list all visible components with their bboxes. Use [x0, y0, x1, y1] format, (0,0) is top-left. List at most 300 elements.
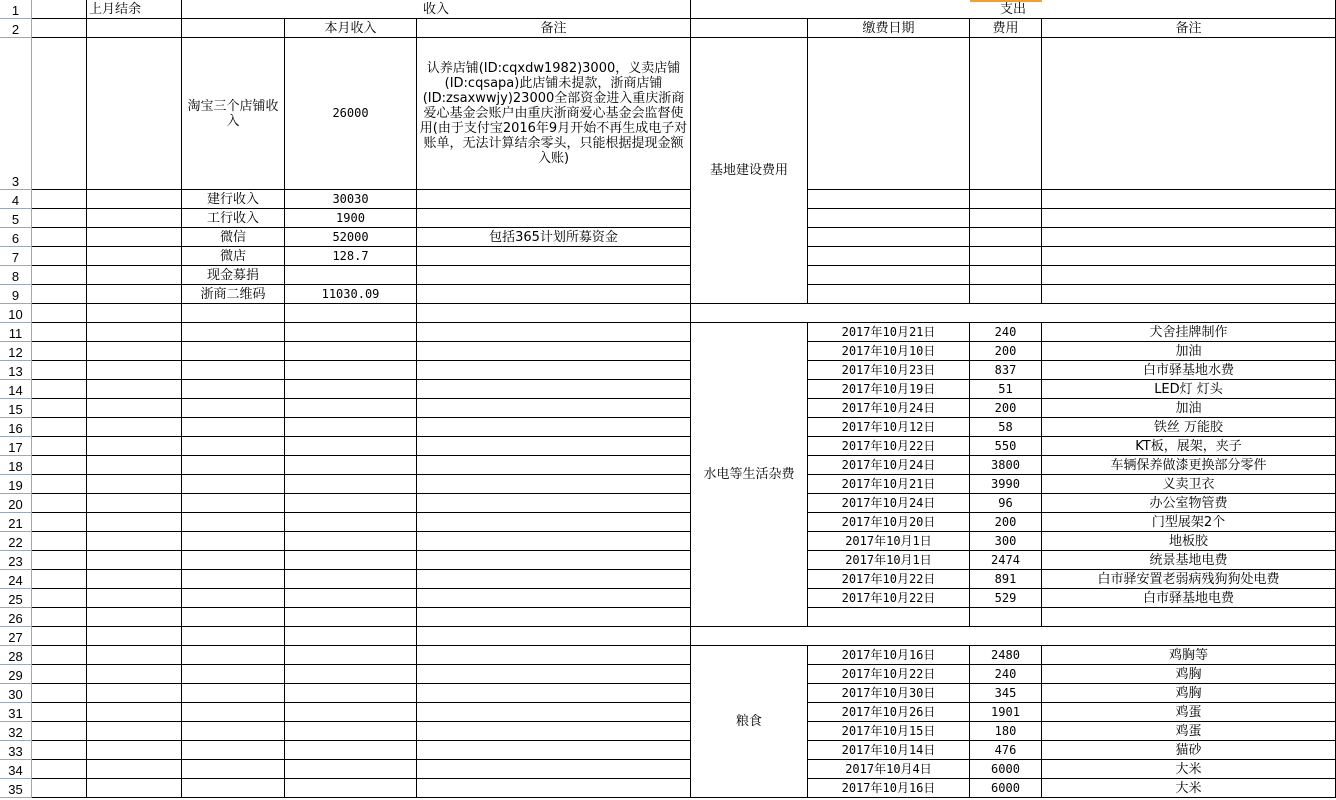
- cell[interactable]: [87, 361, 182, 380]
- cell[interactable]: [285, 551, 417, 570]
- row-header[interactable]: 27: [0, 627, 32, 646]
- cell[interactable]: [285, 494, 417, 513]
- cell[interactable]: [32, 228, 87, 247]
- row-header[interactable]: 1: [0, 0, 32, 19]
- row-header[interactable]: 29: [0, 665, 32, 684]
- cell[interactable]: [182, 494, 285, 513]
- cell[interactable]: [32, 304, 87, 323]
- cell[interactable]: [182, 665, 285, 684]
- cell[interactable]: [32, 494, 87, 513]
- expense-note[interactable]: 白市驿基地水费: [1042, 361, 1336, 380]
- expense-cost[interactable]: 837: [970, 361, 1042, 380]
- cell[interactable]: [87, 627, 182, 646]
- expense-date[interactable]: 2017年10月26日: [808, 703, 970, 722]
- cell[interactable]: [182, 361, 285, 380]
- cell[interactable]: [87, 209, 182, 228]
- income-source-note[interactable]: [417, 285, 691, 304]
- cell[interactable]: [182, 741, 285, 760]
- cell[interactable]: [417, 456, 691, 475]
- expense-date[interactable]: 2017年10月23日: [808, 361, 970, 380]
- cell[interactable]: [182, 722, 285, 741]
- cell[interactable]: [417, 722, 691, 741]
- expense-note[interactable]: 门型展架2个: [1042, 513, 1336, 532]
- cell[interactable]: [87, 741, 182, 760]
- expense-date[interactable]: 2017年10月24日: [808, 399, 970, 418]
- expense-cost[interactable]: 300: [970, 532, 1042, 551]
- cell[interactable]: [417, 608, 691, 627]
- expense-cost[interactable]: 200: [970, 513, 1042, 532]
- row-header[interactable]: 15: [0, 399, 32, 418]
- expense-date[interactable]: 2017年10月10日: [808, 342, 970, 361]
- expense-date[interactable]: 2017年10月22日: [808, 665, 970, 684]
- expense-note[interactable]: 加油: [1042, 399, 1336, 418]
- row-header[interactable]: 25: [0, 589, 32, 608]
- expense-note[interactable]: 铁丝 万能胶: [1042, 418, 1336, 437]
- cell[interactable]: [691, 627, 1336, 646]
- cell[interactable]: [87, 247, 182, 266]
- expense-date[interactable]: 2017年10月20日: [808, 513, 970, 532]
- expense-header[interactable]: 支出: [691, 0, 1336, 19]
- cell[interactable]: [691, 304, 1336, 323]
- cell[interactable]: [32, 684, 87, 703]
- cell[interactable]: [32, 418, 87, 437]
- cell[interactable]: [417, 665, 691, 684]
- cell[interactable]: [32, 190, 87, 209]
- cell[interactable]: [417, 418, 691, 437]
- cell[interactable]: [970, 266, 1042, 285]
- row-header[interactable]: 11: [0, 323, 32, 342]
- expense-note[interactable]: 白市驿安置老弱病残狗狗处电费: [1042, 570, 1336, 589]
- cell[interactable]: [285, 513, 417, 532]
- cell[interactable]: [32, 608, 87, 627]
- row-header[interactable]: 3: [0, 38, 32, 190]
- cell[interactable]: [87, 532, 182, 551]
- expense-note[interactable]: 义卖卫衣: [1042, 475, 1336, 494]
- cell[interactable]: [87, 304, 182, 323]
- cell[interactable]: [970, 608, 1042, 627]
- expense-cost[interactable]: 200: [970, 342, 1042, 361]
- cell[interactable]: [1042, 247, 1336, 266]
- cell[interactable]: [182, 380, 285, 399]
- income-source-note[interactable]: 包括365计划所募资金: [417, 228, 691, 247]
- row-header[interactable]: 2: [0, 19, 32, 38]
- cell[interactable]: [182, 342, 285, 361]
- cell[interactable]: [417, 304, 691, 323]
- income-source-value[interactable]: 30030: [285, 190, 417, 209]
- row-header[interactable]: 23: [0, 551, 32, 570]
- cell[interactable]: [32, 266, 87, 285]
- expense-cost[interactable]: 240: [970, 665, 1042, 684]
- expense-cost[interactable]: 6000: [970, 779, 1042, 798]
- income-source-note[interactable]: [417, 190, 691, 209]
- this-month-income-header[interactable]: 本月收入: [285, 19, 417, 38]
- cell[interactable]: [285, 418, 417, 437]
- cell[interactable]: [182, 646, 285, 665]
- expense-date[interactable]: 2017年10月16日: [808, 779, 970, 798]
- income-source-value[interactable]: 128.7: [285, 247, 417, 266]
- income-source-note[interactable]: [417, 266, 691, 285]
- row-header[interactable]: 20: [0, 494, 32, 513]
- cell[interactable]: [32, 627, 87, 646]
- expense-cost[interactable]: 3990: [970, 475, 1042, 494]
- cell[interactable]: [285, 684, 417, 703]
- cell[interactable]: [87, 684, 182, 703]
- expense-date[interactable]: 2017年10月16日: [808, 646, 970, 665]
- cell[interactable]: [32, 760, 87, 779]
- cell[interactable]: [32, 209, 87, 228]
- cell[interactable]: [285, 323, 417, 342]
- expense-note[interactable]: 猫砂: [1042, 741, 1336, 760]
- income-source-label[interactable]: 现金募捐: [182, 266, 285, 285]
- cell[interactable]: [182, 760, 285, 779]
- income-source-value[interactable]: [285, 266, 417, 285]
- cell[interactable]: [1042, 38, 1336, 190]
- cell[interactable]: [285, 304, 417, 323]
- cell[interactable]: [285, 627, 417, 646]
- cost-header[interactable]: 费用: [970, 19, 1042, 38]
- expense-note[interactable]: 鸡胸等: [1042, 646, 1336, 665]
- expense-cost[interactable]: 58: [970, 418, 1042, 437]
- expense-cost[interactable]: 529: [970, 589, 1042, 608]
- cell[interactable]: [32, 551, 87, 570]
- expense-date[interactable]: 2017年10月22日: [808, 570, 970, 589]
- cell[interactable]: [808, 209, 970, 228]
- expense-date[interactable]: 2017年10月4日: [808, 760, 970, 779]
- cell[interactable]: [87, 494, 182, 513]
- cell[interactable]: [182, 456, 285, 475]
- cell[interactable]: [285, 722, 417, 741]
- last-month-balance-header[interactable]: 上月结余: [87, 0, 182, 19]
- expense-cost[interactable]: 3800: [970, 456, 1042, 475]
- expense-cost[interactable]: 2474: [970, 551, 1042, 570]
- cell[interactable]: [87, 342, 182, 361]
- cell[interactable]: [87, 760, 182, 779]
- cell[interactable]: [417, 703, 691, 722]
- cell[interactable]: [417, 551, 691, 570]
- cell[interactable]: [285, 665, 417, 684]
- cell[interactable]: [87, 608, 182, 627]
- row-header[interactable]: 16: [0, 418, 32, 437]
- expense-date[interactable]: 2017年10月15日: [808, 722, 970, 741]
- cell[interactable]: [1042, 228, 1336, 247]
- expense-date[interactable]: 2017年10月1日: [808, 532, 970, 551]
- expense-date[interactable]: 2017年10月21日: [808, 475, 970, 494]
- cell[interactable]: [32, 475, 87, 494]
- cell[interactable]: [417, 684, 691, 703]
- cell[interactable]: [32, 722, 87, 741]
- cell[interactable]: [32, 570, 87, 589]
- row-header[interactable]: 22: [0, 532, 32, 551]
- cell[interactable]: [87, 722, 182, 741]
- expense-note[interactable]: 统景基地电费: [1042, 551, 1336, 570]
- cell[interactable]: [182, 608, 285, 627]
- cell[interactable]: [32, 323, 87, 342]
- cell[interactable]: [87, 285, 182, 304]
- cell[interactable]: [285, 532, 417, 551]
- cell[interactable]: [32, 19, 87, 38]
- base-construction-group[interactable]: 基地建设费用: [691, 38, 808, 304]
- row-header[interactable]: 18: [0, 456, 32, 475]
- cell[interactable]: [970, 209, 1042, 228]
- cell[interactable]: [182, 589, 285, 608]
- cell[interactable]: [417, 627, 691, 646]
- income-note-header[interactable]: 备注: [417, 19, 691, 38]
- income-source-value[interactable]: 1900: [285, 209, 417, 228]
- cell[interactable]: [32, 285, 87, 304]
- cell[interactable]: [87, 475, 182, 494]
- row-header[interactable]: 33: [0, 741, 32, 760]
- expense-note[interactable]: LED灯 灯头: [1042, 380, 1336, 399]
- cell[interactable]: [32, 399, 87, 418]
- cell[interactable]: [87, 399, 182, 418]
- cell[interactable]: [285, 399, 417, 418]
- cell[interactable]: [808, 266, 970, 285]
- cell[interactable]: [182, 684, 285, 703]
- cell[interactable]: [32, 589, 87, 608]
- row-header[interactable]: 5: [0, 209, 32, 228]
- expense-cost[interactable]: 6000: [970, 760, 1042, 779]
- expense-cost[interactable]: 2480: [970, 646, 1042, 665]
- cell[interactable]: [417, 532, 691, 551]
- cell[interactable]: [691, 19, 808, 38]
- cell[interactable]: [285, 741, 417, 760]
- expense-cost[interactable]: 345: [970, 684, 1042, 703]
- cell[interactable]: [417, 741, 691, 760]
- cell[interactable]: [32, 342, 87, 361]
- expense-cost[interactable]: 200: [970, 399, 1042, 418]
- cell[interactable]: [1042, 190, 1336, 209]
- expense-note[interactable]: 鸡胸: [1042, 684, 1336, 703]
- cell[interactable]: [285, 380, 417, 399]
- cell[interactable]: [87, 418, 182, 437]
- cell[interactable]: [808, 38, 970, 190]
- row-header[interactable]: 31: [0, 703, 32, 722]
- cell[interactable]: [417, 475, 691, 494]
- cell[interactable]: [417, 646, 691, 665]
- expense-cost[interactable]: 240: [970, 323, 1042, 342]
- cell[interactable]: [285, 703, 417, 722]
- cell[interactable]: [87, 551, 182, 570]
- cell[interactable]: [970, 247, 1042, 266]
- cell[interactable]: [87, 323, 182, 342]
- cell[interactable]: [182, 627, 285, 646]
- cell[interactable]: [87, 19, 182, 38]
- expense-note[interactable]: 加油: [1042, 342, 1336, 361]
- cell[interactable]: [182, 437, 285, 456]
- expense-note[interactable]: 大米: [1042, 779, 1336, 798]
- cell[interactable]: [182, 513, 285, 532]
- cell[interactable]: [417, 361, 691, 380]
- cell[interactable]: [970, 38, 1042, 190]
- cell[interactable]: [285, 760, 417, 779]
- expense-date[interactable]: 2017年10月12日: [808, 418, 970, 437]
- expense-date[interactable]: 2017年10月22日: [808, 589, 970, 608]
- cell[interactable]: [182, 570, 285, 589]
- food-group[interactable]: 粮食: [691, 646, 808, 798]
- taobao-income-label[interactable]: 淘宝三个店铺收入: [182, 38, 285, 190]
- row-header[interactable]: 17: [0, 437, 32, 456]
- cell[interactable]: [182, 399, 285, 418]
- income-source-label[interactable]: 工行收入: [182, 209, 285, 228]
- cell[interactable]: [808, 247, 970, 266]
- row-header[interactable]: 24: [0, 570, 32, 589]
- cell[interactable]: [970, 190, 1042, 209]
- cell[interactable]: [32, 779, 87, 798]
- cell[interactable]: [808, 228, 970, 247]
- cell[interactable]: [87, 38, 182, 190]
- cell[interactable]: [808, 608, 970, 627]
- cell[interactable]: [285, 342, 417, 361]
- cell[interactable]: [285, 437, 417, 456]
- cell[interactable]: [182, 551, 285, 570]
- row-header[interactable]: 6: [0, 228, 32, 247]
- expense-note[interactable]: 鸡胸: [1042, 665, 1336, 684]
- expense-note-header[interactable]: 备注: [1042, 19, 1336, 38]
- cell[interactable]: [32, 513, 87, 532]
- cell[interactable]: [417, 779, 691, 798]
- expense-cost[interactable]: 550: [970, 437, 1042, 456]
- income-source-label[interactable]: 微店: [182, 247, 285, 266]
- expense-cost[interactable]: 51: [970, 380, 1042, 399]
- expense-note[interactable]: 鸡蛋: [1042, 703, 1336, 722]
- row-header[interactable]: 7: [0, 247, 32, 266]
- cell[interactable]: [182, 304, 285, 323]
- cell[interactable]: [285, 570, 417, 589]
- cell[interactable]: [32, 437, 87, 456]
- expense-date[interactable]: 2017年10月21日: [808, 323, 970, 342]
- taobao-income-value[interactable]: 26000: [285, 38, 417, 190]
- cell[interactable]: [417, 323, 691, 342]
- cell[interactable]: [87, 380, 182, 399]
- cell[interactable]: [32, 361, 87, 380]
- row-header[interactable]: 35: [0, 779, 32, 798]
- expense-date[interactable]: 2017年10月1日: [808, 551, 970, 570]
- cell[interactable]: [32, 380, 87, 399]
- cell[interactable]: [87, 703, 182, 722]
- cell[interactable]: [285, 608, 417, 627]
- cell[interactable]: [417, 494, 691, 513]
- expense-note[interactable]: KT板，展架，夹子: [1042, 437, 1336, 456]
- cell[interactable]: [1042, 285, 1336, 304]
- expense-note[interactable]: 白市驿基地电费: [1042, 589, 1336, 608]
- cell[interactable]: [87, 589, 182, 608]
- cell[interactable]: [182, 475, 285, 494]
- cell[interactable]: [87, 570, 182, 589]
- cell[interactable]: [808, 190, 970, 209]
- income-source-value[interactable]: 11030.09: [285, 285, 417, 304]
- row-header[interactable]: 10: [0, 304, 32, 323]
- cell[interactable]: [417, 760, 691, 779]
- cell[interactable]: [285, 589, 417, 608]
- cell[interactable]: [970, 285, 1042, 304]
- expense-cost[interactable]: 891: [970, 570, 1042, 589]
- row-header[interactable]: 19: [0, 475, 32, 494]
- row-header[interactable]: 9: [0, 285, 32, 304]
- expense-note[interactable]: 犬舍挂牌制作: [1042, 323, 1336, 342]
- expense-note[interactable]: 地板胶: [1042, 532, 1336, 551]
- cell[interactable]: [285, 361, 417, 380]
- cell[interactable]: [417, 399, 691, 418]
- income-source-label[interactable]: 建行收入: [182, 190, 285, 209]
- cell[interactable]: [417, 589, 691, 608]
- cell[interactable]: [32, 38, 87, 190]
- cell[interactable]: [87, 456, 182, 475]
- income-source-label[interactable]: 微信: [182, 228, 285, 247]
- expense-cost[interactable]: 1901: [970, 703, 1042, 722]
- cell[interactable]: [32, 703, 87, 722]
- cell[interactable]: [87, 513, 182, 532]
- cell[interactable]: [32, 247, 87, 266]
- expense-date[interactable]: 2017年10月22日: [808, 437, 970, 456]
- expense-cost[interactable]: 476: [970, 741, 1042, 760]
- cell[interactable]: [182, 703, 285, 722]
- taobao-income-note[interactable]: 认养店铺(ID:cqxdw1982)3000，义卖店铺(ID:cqsapa)此店铺未提款，浙商店铺(ID:zsaxwwjy)23000全部资金进入重庆浙商爱心基金会账户由重庆浙商爱心基金会监督使用(由于支付宝2016年9月开始不再生成电子对账单，无法计算结余零头，只能根据提现金额入账): [417, 38, 691, 190]
- cell[interactable]: [182, 323, 285, 342]
- cell[interactable]: [1042, 608, 1336, 627]
- cell[interactable]: [1042, 266, 1336, 285]
- cell[interactable]: [182, 779, 285, 798]
- cell[interactable]: [87, 266, 182, 285]
- income-source-value[interactable]: 52000: [285, 228, 417, 247]
- row-header[interactable]: 8: [0, 266, 32, 285]
- cell[interactable]: [285, 779, 417, 798]
- expense-cost[interactable]: 96: [970, 494, 1042, 513]
- cell[interactable]: [285, 475, 417, 494]
- expense-date[interactable]: 2017年10月30日: [808, 684, 970, 703]
- row-header[interactable]: 30: [0, 684, 32, 703]
- cell[interactable]: [417, 570, 691, 589]
- row-header[interactable]: 12: [0, 342, 32, 361]
- expense-note[interactable]: 车辆保养做漆更换部分零件: [1042, 456, 1336, 475]
- cell[interactable]: [285, 456, 417, 475]
- income-header[interactable]: 收入: [182, 0, 691, 19]
- cell[interactable]: [87, 646, 182, 665]
- cell[interactable]: [87, 228, 182, 247]
- row-header[interactable]: 28: [0, 646, 32, 665]
- expense-cost[interactable]: 180: [970, 722, 1042, 741]
- cell[interactable]: [182, 418, 285, 437]
- expense-date[interactable]: 2017年10月19日: [808, 380, 970, 399]
- expense-note[interactable]: 办公室物管费: [1042, 494, 1336, 513]
- cell[interactable]: [417, 380, 691, 399]
- cell[interactable]: [1042, 209, 1336, 228]
- cell[interactable]: [808, 285, 970, 304]
- row-header[interactable]: 21: [0, 513, 32, 532]
- row-header[interactable]: 34: [0, 760, 32, 779]
- cell[interactable]: [32, 532, 87, 551]
- cell[interactable]: [87, 779, 182, 798]
- row-header[interactable]: 14: [0, 380, 32, 399]
- cell[interactable]: [87, 437, 182, 456]
- cell[interactable]: [32, 646, 87, 665]
- cell[interactable]: [417, 437, 691, 456]
- expense-note[interactable]: 大米: [1042, 760, 1336, 779]
- cell[interactable]: [32, 741, 87, 760]
- row-header[interactable]: 4: [0, 190, 32, 209]
- row-header[interactable]: 26: [0, 608, 32, 627]
- income-source-note[interactable]: [417, 209, 691, 228]
- cell[interactable]: [182, 19, 285, 38]
- cell[interactable]: [182, 532, 285, 551]
- cell[interactable]: [87, 190, 182, 209]
- expense-note[interactable]: 鸡蛋: [1042, 722, 1336, 741]
- cell[interactable]: [417, 513, 691, 532]
- cell[interactable]: [417, 342, 691, 361]
- cell[interactable]: [970, 228, 1042, 247]
- pay-date-header[interactable]: 缴费日期: [808, 19, 970, 38]
- cell[interactable]: [285, 646, 417, 665]
- cell[interactable]: [32, 456, 87, 475]
